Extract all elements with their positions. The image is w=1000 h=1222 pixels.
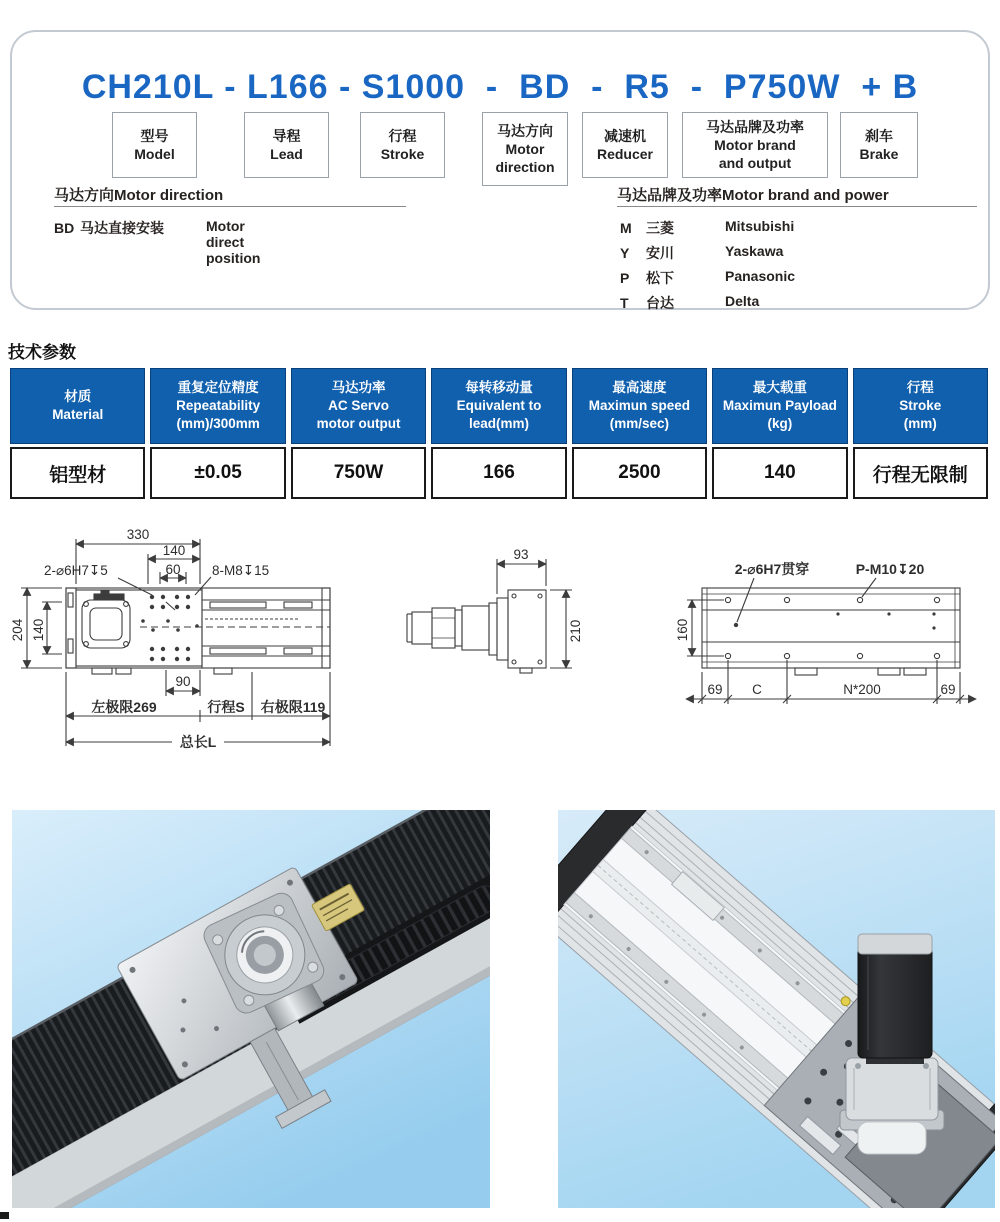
spec-col-motor-output: [291, 368, 426, 444]
spec-table: [10, 368, 988, 499]
col-zh: 重复定位精度: [177, 379, 259, 395]
dim-n200: N*200: [843, 682, 881, 697]
brand-en: Delta: [725, 293, 760, 309]
drawing-top-view: [10, 527, 330, 750]
spec-val-lead: 166: [431, 447, 566, 499]
dim-210: 210: [568, 619, 583, 643]
label-right-limit: 右极限119: [260, 699, 326, 715]
col-zh: 行程: [906, 379, 934, 395]
codebox-brake-zh: 刹车: [865, 127, 893, 144]
spec-val-max-payload: 140: [712, 447, 847, 499]
codebox-lead: [244, 112, 329, 178]
dim-140: 140: [162, 543, 186, 558]
spec-col-stroke: [853, 368, 988, 444]
brand-zh: 三菱: [646, 220, 674, 236]
col-en: Material: [52, 407, 104, 422]
callout-m10-tapped: P-M10↧20: [855, 561, 925, 577]
codebox-brake-en: Brake: [859, 146, 899, 162]
motor-direction-en: Motor direct position: [206, 218, 261, 266]
motor-brand-row: [620, 268, 960, 288]
model-code-panel: [10, 30, 990, 310]
col-zh: 马达功率: [331, 379, 386, 395]
codebox-reducer-en: Reducer: [596, 146, 654, 162]
dim-69-right: 69: [940, 682, 956, 697]
spec-table-row: [10, 447, 988, 499]
label-total-length: 总长L: [179, 734, 217, 750]
callout-dowel-holes: 2-⌀6H7↧5: [44, 563, 108, 578]
spec-val-motor-output: 750W: [291, 447, 426, 499]
codebox-model-en: Model: [134, 146, 175, 162]
codebox-stroke: [360, 112, 445, 178]
codebox-motor-direction-en: Motor direction: [495, 140, 555, 176]
photo-module-cad-render: [558, 810, 995, 1208]
motor-brand-row: [620, 218, 960, 238]
col-unit: (mm/sec): [609, 416, 670, 432]
label-stroke-s: 行程S: [207, 699, 245, 715]
brand-zh: 台达: [646, 295, 674, 311]
codebox-lead-en: Lead: [270, 146, 303, 162]
spec-col-repeatability: [150, 368, 285, 444]
codebox-brake: [840, 112, 918, 178]
spec-col-max-payload: [712, 368, 847, 444]
col-en: AC Servo: [328, 397, 389, 413]
col-zh: 材质: [64, 388, 92, 404]
col-unit: motor output: [316, 416, 401, 432]
spec-val-repeatability: ±0.05: [150, 447, 285, 499]
codebox-lead-zh: 导程: [272, 127, 301, 144]
col-unit: (mm)/300mm: [176, 416, 260, 432]
col-en: Maximun speed: [588, 397, 691, 413]
callout-m8-holes: 8-M8↧15: [212, 563, 270, 578]
codebox-motor-brand-zh: 马达品牌及功率: [706, 118, 804, 135]
motor-direction-title: 马达方向Motor direction: [54, 187, 224, 204]
brand-code: M: [620, 220, 632, 236]
dim-60: 60: [165, 562, 181, 577]
col-unit: (mm): [903, 416, 937, 432]
col-unit: lead(mm): [468, 416, 529, 432]
col-en: Repeatability: [176, 397, 261, 413]
dim-330: 330: [126, 527, 150, 542]
model-code-title: CH210L - L166 - S1000 - BD - R5 - P750W + B: [81, 68, 919, 106]
dim-204: 204: [10, 618, 25, 642]
spec-col-lead: [431, 368, 566, 444]
dim-c: C: [752, 682, 762, 697]
drawing-bottom-view: [675, 561, 976, 704]
brand-en: Panasonic: [725, 268, 796, 284]
spec-col-material: [10, 368, 145, 444]
brand-code: T: [620, 295, 629, 311]
codebox-motor-brand: [682, 112, 828, 178]
dim-69-left: 69: [707, 682, 723, 697]
codebox-stroke-en: Stroke: [380, 146, 425, 162]
codebox-model-zh: 型号: [140, 127, 169, 144]
motor-direction-row: [54, 218, 261, 266]
photo-actuator-with-bellows: [12, 810, 490, 1208]
motor-direction-zh: 马达直接安装: [80, 220, 164, 236]
technical-drawings: [0, 518, 1000, 780]
motor-direction-code: BD: [54, 220, 75, 236]
dim-160: 160: [675, 618, 690, 642]
spec-val-stroke: 行程无限制: [853, 447, 988, 499]
brand-zh: 松下: [646, 270, 674, 286]
motor-brand-row: [620, 293, 960, 313]
brand-zh: 安川: [646, 245, 674, 261]
dim-140v: 140: [31, 618, 46, 642]
page-corner-mark: [0, 1212, 9, 1219]
codebox-motor-direction-zh: 马达方向: [497, 122, 553, 139]
motor-brand-row: [620, 243, 960, 263]
dim-90: 90: [175, 674, 191, 689]
col-unit: (kg): [767, 416, 793, 432]
tech-params-title: 技术参数: [8, 343, 76, 362]
brand-en: Yaskawa: [725, 243, 784, 259]
col-zh: 每转移动量: [465, 379, 533, 395]
col-en: Maximun Payload: [722, 397, 837, 413]
brand-code: Y: [620, 245, 630, 261]
spec-val-max-speed: 2500: [572, 447, 707, 499]
spec-val-material: 铝型材: [10, 447, 145, 499]
motor-direction-underline: [54, 206, 406, 207]
motor-brand-title: 马达品牌及功率Motor brand and power: [617, 187, 889, 204]
codebox-motor-brand-en: Motor brand and output: [714, 136, 796, 172]
codebox-motor-direction: [482, 112, 568, 186]
codebox-model: [112, 112, 197, 178]
codebox-reducer-zh: 减速机: [604, 127, 646, 144]
codebox-reducer: [582, 112, 668, 178]
col-zh: 最高速度: [612, 379, 667, 395]
spec-col-max-speed: [572, 368, 707, 444]
col-en: Equivalent to: [456, 397, 542, 413]
codebox-stroke-zh: 行程: [388, 127, 417, 144]
dim-93: 93: [513, 547, 529, 562]
col-en: Stroke: [899, 397, 942, 413]
callout-dowel-through: 2-⌀6H7贯穿: [734, 561, 810, 577]
brand-en: Mitsubishi: [725, 218, 795, 234]
drawing-side-view: [407, 547, 583, 673]
spec-table-header: [10, 368, 988, 444]
label-left-limit: 左极限269: [91, 699, 157, 715]
col-zh: 最大载重: [752, 379, 807, 395]
brand-code: P: [620, 270, 630, 286]
motor-brand-underline: [617, 206, 977, 207]
